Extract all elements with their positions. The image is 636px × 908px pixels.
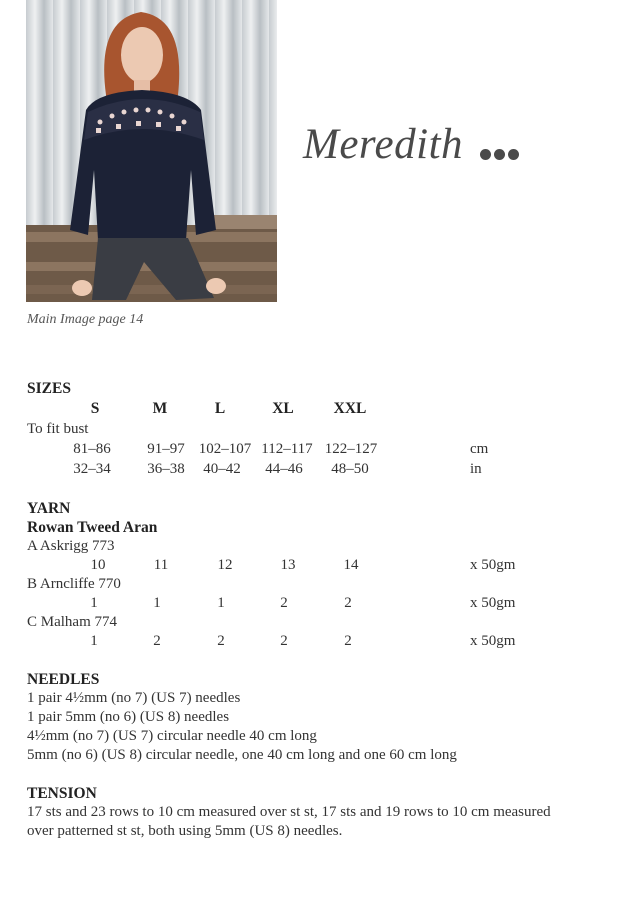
yarn-name: Rowan Tweed Aran — [27, 519, 158, 536]
tension-line: 17 sts and 23 rows to 10 cm measured over st st, 17 sts and 19 rows to 10 cm measured — [27, 804, 551, 820]
cm-value: 122–127 — [324, 441, 378, 457]
size-col-xl: XL — [272, 400, 294, 417]
yarn-amount: 10 — [90, 557, 106, 573]
dot-icon — [508, 149, 519, 160]
size-col-m: M — [152, 400, 168, 417]
yarn-amount: 12 — [217, 557, 233, 573]
cm-value: 102–107 — [198, 441, 252, 457]
sizes-heading: SIZES — [27, 380, 71, 397]
yarn-amount: 1 — [90, 595, 98, 611]
yarn-amount: 14 — [343, 557, 359, 573]
yarn-amount: 2 — [280, 633, 288, 649]
yarn-colour-a: A Askrigg 773 — [27, 538, 115, 554]
dot-icon — [480, 149, 491, 160]
size-col-xxl: XXL — [333, 400, 367, 417]
in-value: 36–38 — [147, 461, 185, 477]
needle-line: 4½mm (no 7) (US 7) circular needle 40 cm long — [27, 728, 317, 744]
yarn-amount: 1 — [90, 633, 98, 649]
pattern-title: Meredith — [303, 121, 464, 168]
yarn-amount: 2 — [217, 633, 225, 649]
yarn-amount: 2 — [344, 633, 352, 649]
needles-heading: NEEDLES — [27, 671, 100, 688]
tension-heading: TENSION — [27, 785, 97, 802]
needle-line: 5mm (no 6) (US 8) circular needle, one 40 cm long and one 60 cm long — [27, 747, 457, 763]
cm-unit: cm — [470, 441, 489, 457]
cm-value: 91–97 — [147, 441, 185, 457]
yarn-amount: 2 — [344, 595, 352, 611]
image-caption: Main Image page 14 — [27, 312, 144, 327]
yarn-unit: x 50gm — [470, 595, 516, 611]
yarn-amount: 2 — [280, 595, 288, 611]
yarn-amount: 2 — [153, 633, 161, 649]
main-photo — [26, 0, 277, 302]
needle-line: 1 pair 4½mm (no 7) (US 7) needles — [27, 690, 241, 706]
in-value: 40–42 — [203, 461, 241, 477]
in-value: 32–34 — [73, 461, 111, 477]
size-col-l: L — [214, 400, 226, 417]
yarn-amount: 13 — [280, 557, 296, 573]
yarn-heading: YARN — [27, 500, 71, 517]
model-illustration — [26, 0, 277, 302]
yarn-amount: 11 — [153, 557, 169, 573]
cm-value: 81–86 — [73, 441, 111, 457]
yarn-unit: x 50gm — [470, 633, 516, 649]
tension-line: over patterned st st, both using 5mm (US 8) needles. — [27, 823, 343, 839]
cm-value: 112–117 — [261, 441, 313, 457]
needle-line: 1 pair 5mm (no 6) (US 8) needles — [27, 709, 230, 725]
yarn-unit: x 50gm — [470, 557, 516, 573]
in-value: 48–50 — [331, 461, 369, 477]
title-ornament — [480, 145, 522, 164]
fit-bust-label: To fit bust — [27, 421, 89, 437]
yarn-colour-c: C Malham 774 — [27, 614, 117, 630]
yarn-amount: 1 — [153, 595, 161, 611]
yarn-colour-b: B Arncliffe 770 — [27, 576, 121, 592]
yarn-amount: 1 — [217, 595, 225, 611]
in-value: 44–46 — [265, 461, 303, 477]
size-col-s: S — [90, 400, 100, 417]
in-unit: in — [470, 461, 482, 477]
dot-icon — [494, 149, 505, 160]
